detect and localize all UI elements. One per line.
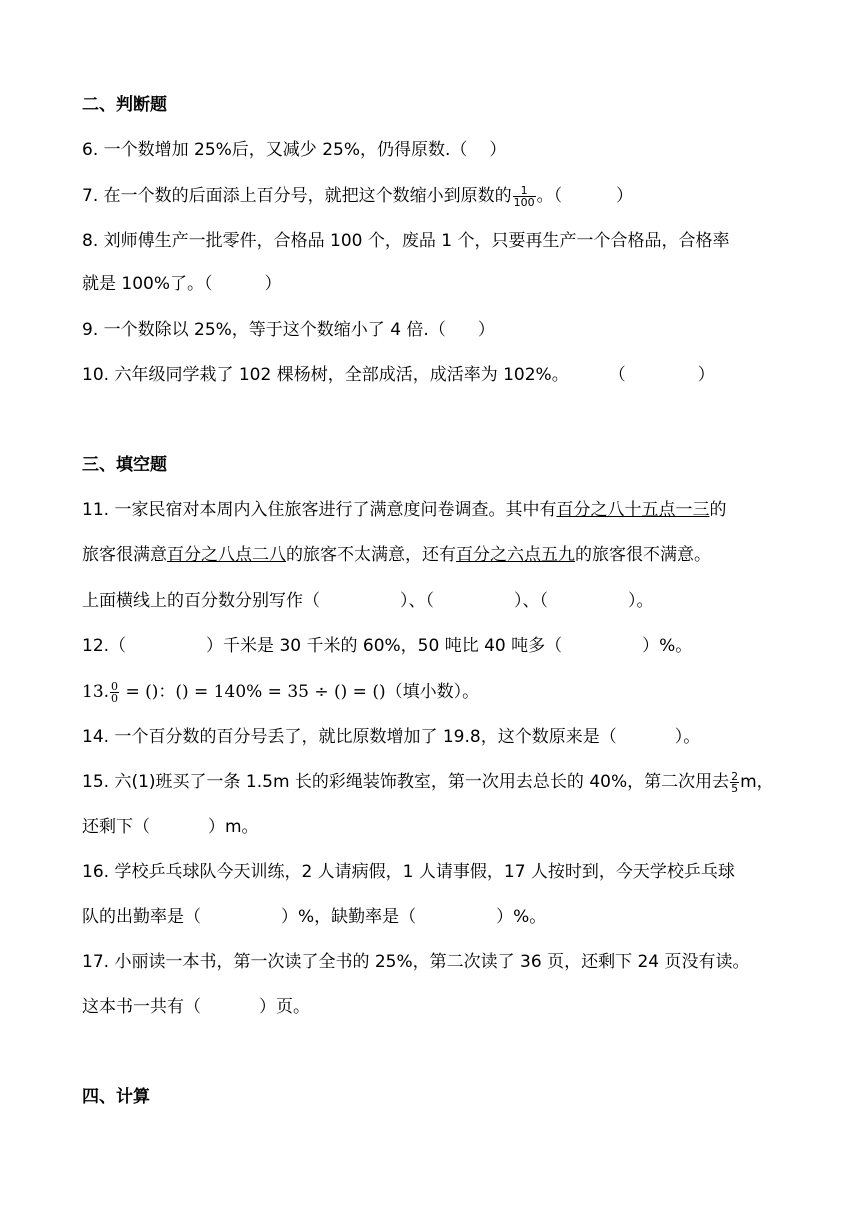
question-text: 还剩下（	[82, 817, 150, 837]
question-10	[82, 363, 715, 387]
question-end: ）。	[628, 591, 654, 611]
section-heading-fill-in: 三、填空题	[82, 455, 167, 475]
bracket-close: ）	[616, 186, 634, 206]
question-end: ）。	[674, 727, 701, 747]
bracket-close: ）	[489, 140, 507, 160]
question-text: 12.（	[82, 636, 127, 656]
section-heading-calculation: 四、计算	[82, 1087, 150, 1107]
question-text: 9. 一个数除以 25%，等于这个数缩小了 4 倍.（	[82, 320, 446, 340]
question-text: 10. 六年级同学栽了 102 棵杨树，全部成活，成活率为 102%。	[82, 365, 569, 385]
question-tail: 。（	[536, 186, 563, 206]
fraction-denominator: 5	[731, 781, 739, 795]
bracket-close: ）	[264, 274, 282, 294]
bracket-close: ）	[697, 365, 715, 385]
fraction-denominator: 100	[513, 195, 535, 209]
question-text: ）千米是 30 千米的 60%，50 吨比 40 吨多（	[206, 636, 563, 656]
question-7	[82, 184, 633, 208]
fraction-numerator: 0	[111, 680, 119, 693]
question-tail: （填小数）。	[385, 682, 480, 702]
question-13	[82, 680, 479, 704]
question-8-line1: 8. 刘师傅生产一批零件，合格品 100 个，废品 1 个，只要再生产一个合格品，合格率	[82, 231, 730, 251]
question-16-line1: 16. 学校乒乓球队今天训练，2 人请病假，1 人请事假，17 人按时到，今天学校乒乓球	[82, 862, 735, 882]
question-text: 的旅客不太满意，还有	[286, 545, 456, 565]
question-8-line2	[82, 272, 282, 296]
question-11-line3	[82, 589, 654, 613]
question-end: ）%。	[496, 907, 547, 927]
question-text: ）%，缺勤率是（	[281, 907, 417, 927]
question-text: 14. 一个百分数的百分号丢了，就比原数增加了 19.8，这个数原来是（	[82, 727, 617, 747]
question-text: 11. 一家民宿对本周内入住旅客进行了满意度问卷调查。其中有	[82, 500, 557, 520]
question-text: 就是 100%了。（	[82, 274, 213, 294]
question-16-line2	[82, 905, 546, 929]
fraction-one-hundredth	[513, 185, 536, 208]
question-6	[82, 138, 506, 162]
equation[interactable]: = ()：() = 140% = 35 ÷ () = ()	[125, 682, 386, 702]
bracket-close: ）	[477, 320, 495, 340]
fraction-numerator: 2	[731, 769, 739, 783]
bracket-open: （	[608, 365, 626, 385]
fraction-zero-over-zero	[110, 681, 119, 704]
underlined-percent-1: 百分之八十五点一三	[556, 500, 710, 520]
question-11-line2	[82, 543, 711, 567]
underlined-percent-3: 百分之六点五九	[456, 545, 575, 565]
fraction-denominator: 0	[111, 692, 119, 705]
question-text: 这本书一共有（	[82, 997, 201, 1017]
separator: ）、（	[514, 591, 548, 611]
question-15-line1	[82, 770, 774, 794]
underlined-percent-2: 百分之八点二八	[167, 545, 286, 565]
question-11-line1	[82, 498, 726, 522]
question-text: 15. 六(1)班买了一条 1.5m 长的彩绳装饰教室，第一次用去总长的 40%，第二次用去	[82, 772, 730, 792]
question-text: 7. 在一个数的后面添上百分号，就把这个数缩小到原数的	[82, 186, 512, 206]
fraction-two-fifths	[730, 771, 739, 794]
question-text: 上面横线上的百分数分别写作（	[82, 591, 320, 611]
question-9	[82, 318, 495, 342]
question-number: 13.	[82, 682, 110, 702]
separator: ）、（	[400, 591, 434, 611]
question-15-line2	[82, 815, 259, 839]
question-text: 的	[709, 500, 727, 520]
question-text: 队的出勤率是（	[82, 907, 201, 927]
question-text: 的旅客很不满意。	[575, 545, 711, 565]
question-text: 6. 一个数增加 25%后，又减少 25%，仍得原数.（	[82, 140, 468, 160]
question-end: ）%。	[642, 636, 693, 656]
question-12	[82, 634, 692, 658]
fraction-numerator: 1	[513, 185, 536, 197]
question-17-line1: 17. 小丽读一本书，第一次读了全书的 25%，第二次读了 36 页，还剩下 24 页没有读。	[82, 952, 750, 972]
unit: m，	[740, 772, 774, 792]
question-14	[82, 725, 700, 749]
question-end: ）m。	[208, 817, 259, 837]
section-heading-judgment: 二、判断题	[82, 95, 167, 115]
question-text: 旅客很满意	[82, 545, 167, 565]
question-17-line2	[82, 995, 310, 1019]
question-end: ）页。	[259, 997, 310, 1017]
